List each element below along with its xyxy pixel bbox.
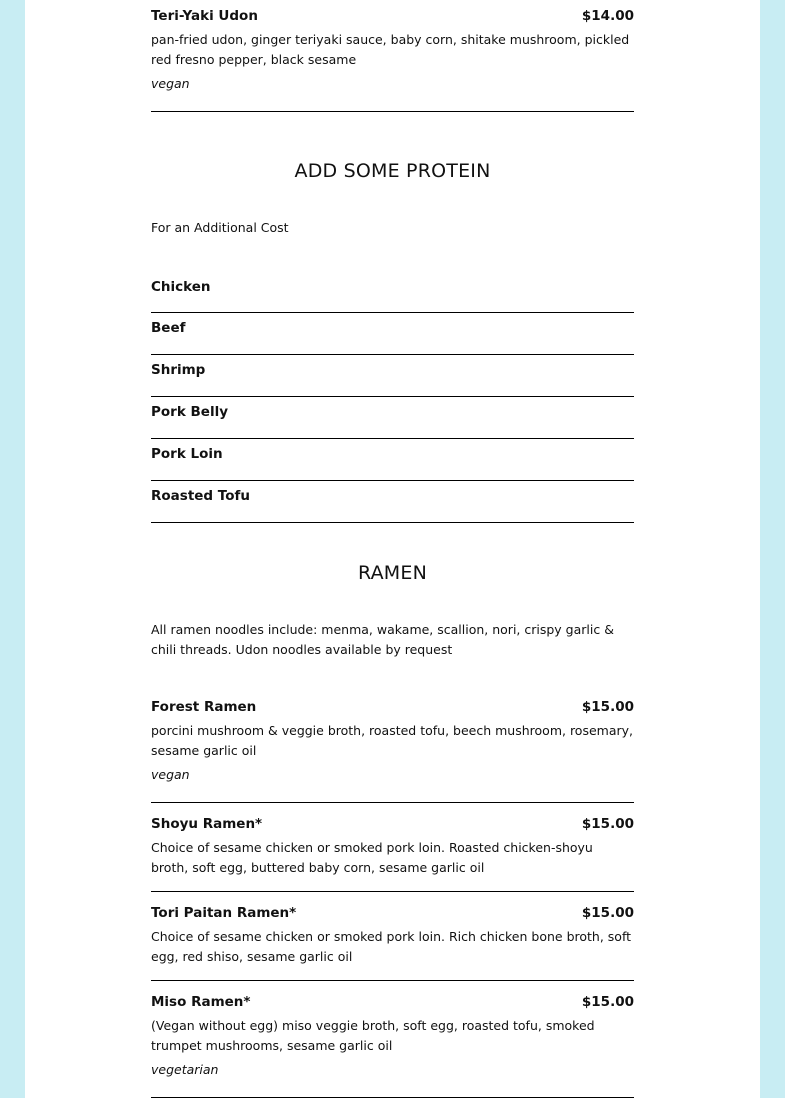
item-description: pan-fried udon, ginger teriyaki sauce, baby corn, shitake mushroom, pickled red fresno pepper, black sesame xyxy=(151,32,630,67)
section-note-protein: For an Additional Cost xyxy=(151,220,289,235)
item-price: $14.00 xyxy=(581,8,634,24)
menu-item xyxy=(151,994,634,1098)
item-name: Tori Paitan Ramen* xyxy=(151,905,297,921)
menu-item xyxy=(151,905,634,981)
item-name: Forest Ramen xyxy=(151,699,257,715)
protein-item: Shrimp xyxy=(151,355,634,397)
item-tag: vegan xyxy=(151,76,190,91)
protein-item: Beef xyxy=(151,313,634,355)
protein-item: Pork Loin xyxy=(151,439,634,481)
item-description: (Vegan without egg) miso veggie broth, soft egg, roasted tofu, smoked trumpet mushrooms, sesame garlic oil xyxy=(151,1018,595,1053)
section-title-protein: ADD SOME PROTEIN xyxy=(294,160,491,182)
item-description: Choice of sesame chicken or smoked pork loin. Roasted chicken-shoyu broth, soft egg, buttered baby corn, sesame garlic oil xyxy=(151,840,593,875)
item-tag: vegetarian xyxy=(151,1062,219,1077)
item-name: Shoyu Ramen* xyxy=(151,816,263,832)
menu-item xyxy=(151,699,634,803)
menu-item xyxy=(151,8,634,112)
item-price: $15.00 xyxy=(581,699,634,715)
item-description: Choice of sesame chicken or smoked pork loin. Rich chicken bone broth, soft egg, red shiso, sesame garlic oil xyxy=(151,929,632,964)
protein-list xyxy=(151,272,634,523)
protein-item: Chicken xyxy=(151,272,634,313)
item-tag: vegan xyxy=(151,767,190,782)
item-price: $15.00 xyxy=(581,994,634,1010)
item-price: $15.00 xyxy=(581,905,634,921)
item-name: Miso Ramen* xyxy=(151,994,251,1010)
section-note-ramen: All ramen noodles include: menma, wakame, scallion, nori, crispy garlic & chili threads. Udon noodles available by request xyxy=(151,622,614,657)
item-price: $15.00 xyxy=(581,816,634,832)
protein-item: Roasted Tofu xyxy=(151,481,634,523)
menu-item xyxy=(151,816,634,892)
item-name: Teri-Yaki Udon xyxy=(151,8,258,24)
protein-item: Pork Belly xyxy=(151,397,634,439)
menu-page xyxy=(25,0,760,1098)
item-description: porcini mushroom & veggie broth, roasted tofu, beech mushroom, rosemary, sesame garlic oil xyxy=(151,723,634,758)
section-title-ramen: RAMEN xyxy=(357,562,428,584)
